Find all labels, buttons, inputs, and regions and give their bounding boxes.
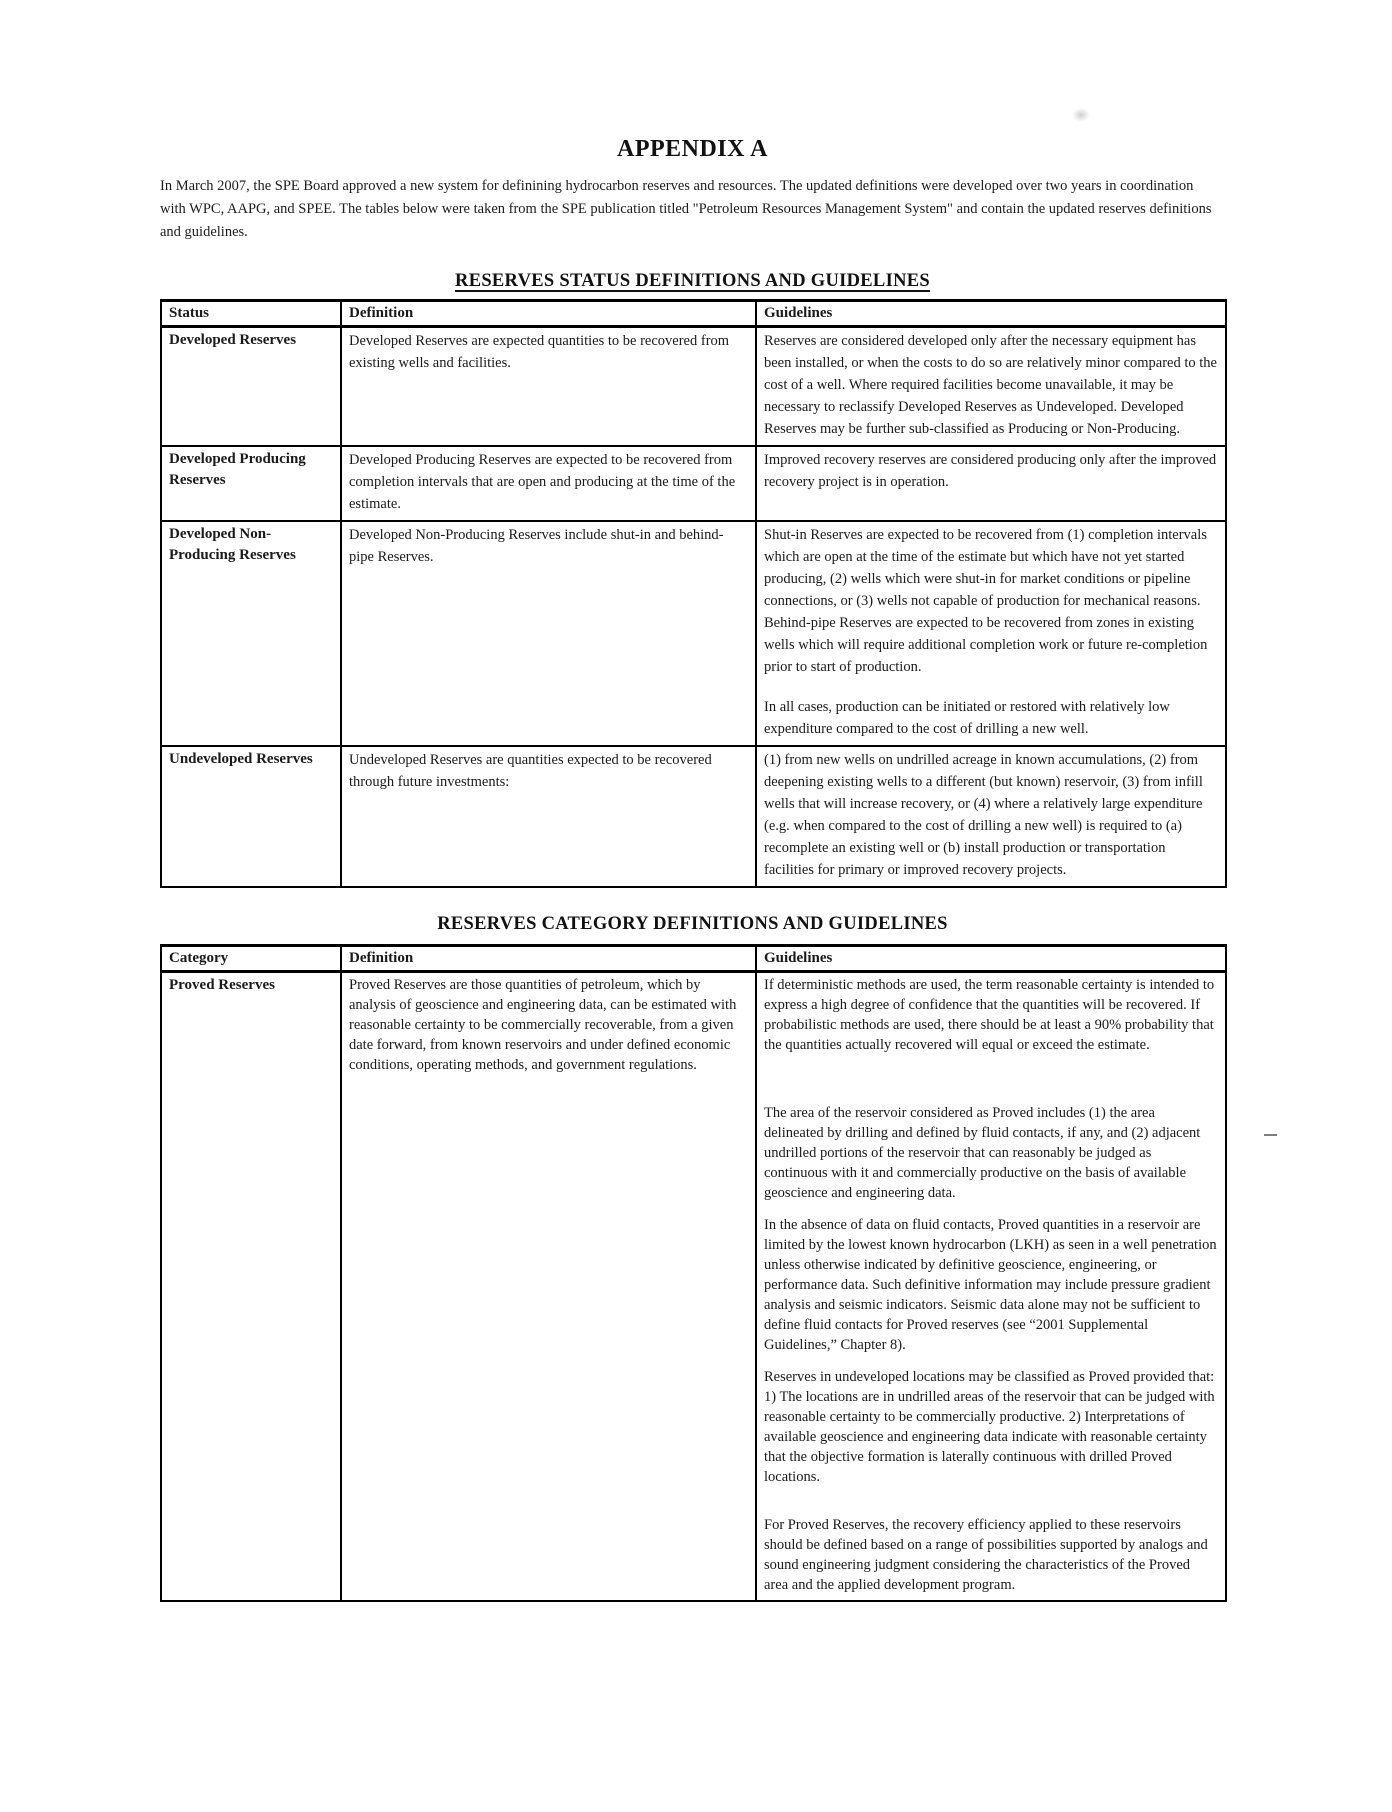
guidelines-paragraph: The area of the reservoir considered as Proved includes (1) the area delineated by drilling and defined by fluid contacts, if any, and (2) adjacent undrilled portions of the reservoir that can reasonably be judged as continuous with it and commercially productive on the basis of available geoscience and engineering data. bbox=[764, 1105, 1201, 1201]
definition-text: Undeveloped Reserves are quantities expected to be recovered through future investments: bbox=[349, 752, 712, 790]
page-title: APPENDIX A bbox=[616, 136, 768, 162]
guidelines-paragraph: If deterministic methods are used, the term reasonable certainty is intended to express a high degree of confidence that the quantities will be recovered. If probabilistic methods are used, there should be at least a 90% probability that the quantities actually recovered will equal or exceed the estimate. bbox=[764, 977, 1215, 1053]
reserves-status-table bbox=[160, 299, 1227, 888]
status-label-cell: Developed Reserves bbox=[161, 327, 341, 447]
header-row bbox=[161, 301, 1226, 327]
table-row bbox=[161, 446, 1226, 521]
status-label-cell: Developed Producing Reserves bbox=[161, 446, 341, 521]
definition-cell bbox=[341, 521, 756, 746]
status-label-cell: Developed Non-Producing Reserves bbox=[161, 521, 341, 746]
definition-cell bbox=[341, 446, 756, 521]
guidelines-paragraph: In all cases, production can be initiated or restored with relatively low expenditure compared to the cost of drilling a new well. bbox=[764, 699, 1170, 737]
category-table-header bbox=[161, 946, 1226, 972]
definition-text: Developed Producing Reserves are expected to be recovered from completion intervals that are open and producing at the time of the estimate. bbox=[349, 452, 736, 512]
status-label-cell: Undeveloped Reserves bbox=[161, 746, 341, 887]
definition-text: Developed Reserves are expected quantities to be recovered from existing wells and facilities. bbox=[349, 333, 730, 371]
status-table-body bbox=[161, 327, 1226, 888]
definition-text: Developed Non-Producing Reserves include shut-in and behind-pipe Reserves. bbox=[349, 527, 724, 565]
status-table-header bbox=[161, 301, 1226, 327]
table-row bbox=[161, 327, 1226, 447]
header-cell-guidelines: Guidelines bbox=[756, 301, 1226, 327]
guidelines-paragraph: For Proved Reserves, the recovery efficiency applied to these reservoirs should be defined based on a range of possibilities supported by analogs and sound engineering judgment considering the characteristics of the Proved area and the applied development program. bbox=[764, 1517, 1208, 1593]
definition-cell bbox=[341, 972, 756, 1602]
reserves-category-table bbox=[160, 944, 1227, 1602]
guidelines-paragraph: Shut-in Reserves are expected to be recovered from (1) completion intervals which are open at the time of the estimate but which have not yet started producing, (2) wells which were shut-in for market conditions or pipeline connections, or (3) wells not capable of production for mechanical reasons. Behind-pipe Reserves are expected to be recovered from zones in existing wells which will require additional completion work or future re-completion prior to start of production. bbox=[764, 527, 1208, 675]
guidelines-cell bbox=[756, 327, 1226, 447]
document-content bbox=[160, 136, 1225, 1602]
guidelines-cell bbox=[756, 972, 1226, 1602]
definition-cell bbox=[341, 327, 756, 447]
header-cell-definition: Definition bbox=[341, 946, 756, 972]
guidelines-paragraph: Reserves are considered developed only after the necessary equipment has been installed, or when the costs to do so are relatively minor compared to the cost of a well. Where required facilities become unavailable, it may be necessary to reclassify Developed Reserves as Undeveloped. Developed Reserves may be further sub-classified as Producing or Non-Producing. bbox=[764, 333, 1217, 437]
guidelines-cell bbox=[756, 746, 1226, 887]
category-label-cell: Proved Reserves bbox=[161, 972, 341, 1602]
header-cell-guidelines: Guidelines bbox=[756, 946, 1226, 972]
status-table-title: RESERVES STATUS DEFINITIONS AND GUIDELINES bbox=[455, 271, 930, 291]
category-table-body bbox=[161, 972, 1226, 1602]
table-row bbox=[161, 521, 1226, 746]
table-row bbox=[161, 972, 1226, 1602]
table-row bbox=[161, 746, 1226, 887]
guidelines-paragraph: Reserves in undeveloped locations may be classified as Proved provided that: 1) The locations are in undrilled areas of the reservoir that can be judged with reasonable certainty to be commercially productive. 2) Interpretations of available geoscience and engineering data indicate with reasonable certainty that the objective formation is laterally continuous with drilled Proved locations. bbox=[764, 1369, 1215, 1485]
scan-smudge-artifact bbox=[1072, 108, 1090, 122]
definition-text: Proved Reserves are those quantities of petroleum, which by analysis of geoscience and engineering data, can be estimated with reasonable certainty to be commercially recoverable, from a given date forward, from known reservoirs and under defined economic conditions, operating methods, and government regulations. bbox=[349, 977, 737, 1073]
header-row bbox=[161, 946, 1226, 972]
header-cell-category: Category bbox=[161, 946, 341, 972]
scan-dash-artifact bbox=[1264, 1134, 1277, 1136]
guidelines-paragraph: (1) from new wells on undrilled acreage in known accumulations, (2) from deepening existing wells to a different (but known) reservoir, (3) from infill wells that will increase recovery, or (4) where a relatively large expenditure (e.g. when compared to the cost of drilling a new well) is required to (a) recomplete an existing well or (b) install production or transportation facilities for primary or improved recovery projects. bbox=[764, 752, 1203, 878]
category-table-title: RESERVES CATEGORY DEFINITIONS AND GUIDELINES bbox=[437, 914, 948, 934]
guidelines-paragraph: In the absence of data on fluid contacts, Proved quantities in a reservoir are limited by the lowest known hydrocarbon (LKH) as seen in a well penetration unless otherwise indicated by definitive geoscience, engineering, or performance data. Such definitive information may include pressure gradient analysis and seismic indicators. Seismic data alone may not be sufficient to define fluid contacts for Proved reserves (see “2001 Supplemental Guidelines,” Chapter 8). bbox=[764, 1217, 1217, 1353]
guidelines-cell bbox=[756, 446, 1226, 521]
intro-paragraph: In March 2007, the SPE Board approved a new system for definining hydrocarbon reserves and resources. The updated definitions were developed over two years in coordination with WPC, AAPG, and SPEE. The tables below were taken from the SPE publication titled "Petroleum Resources Management System" and contain the updated reserves definitions and guidelines. bbox=[160, 178, 1212, 240]
header-cell-definition: Definition bbox=[341, 301, 756, 327]
header-cell-status: Status bbox=[161, 301, 341, 327]
guidelines-paragraph: Improved recovery reserves are considered producing only after the improved recovery project is in operation. bbox=[764, 452, 1217, 490]
guidelines-cell bbox=[756, 521, 1226, 746]
definition-cell bbox=[341, 746, 756, 887]
